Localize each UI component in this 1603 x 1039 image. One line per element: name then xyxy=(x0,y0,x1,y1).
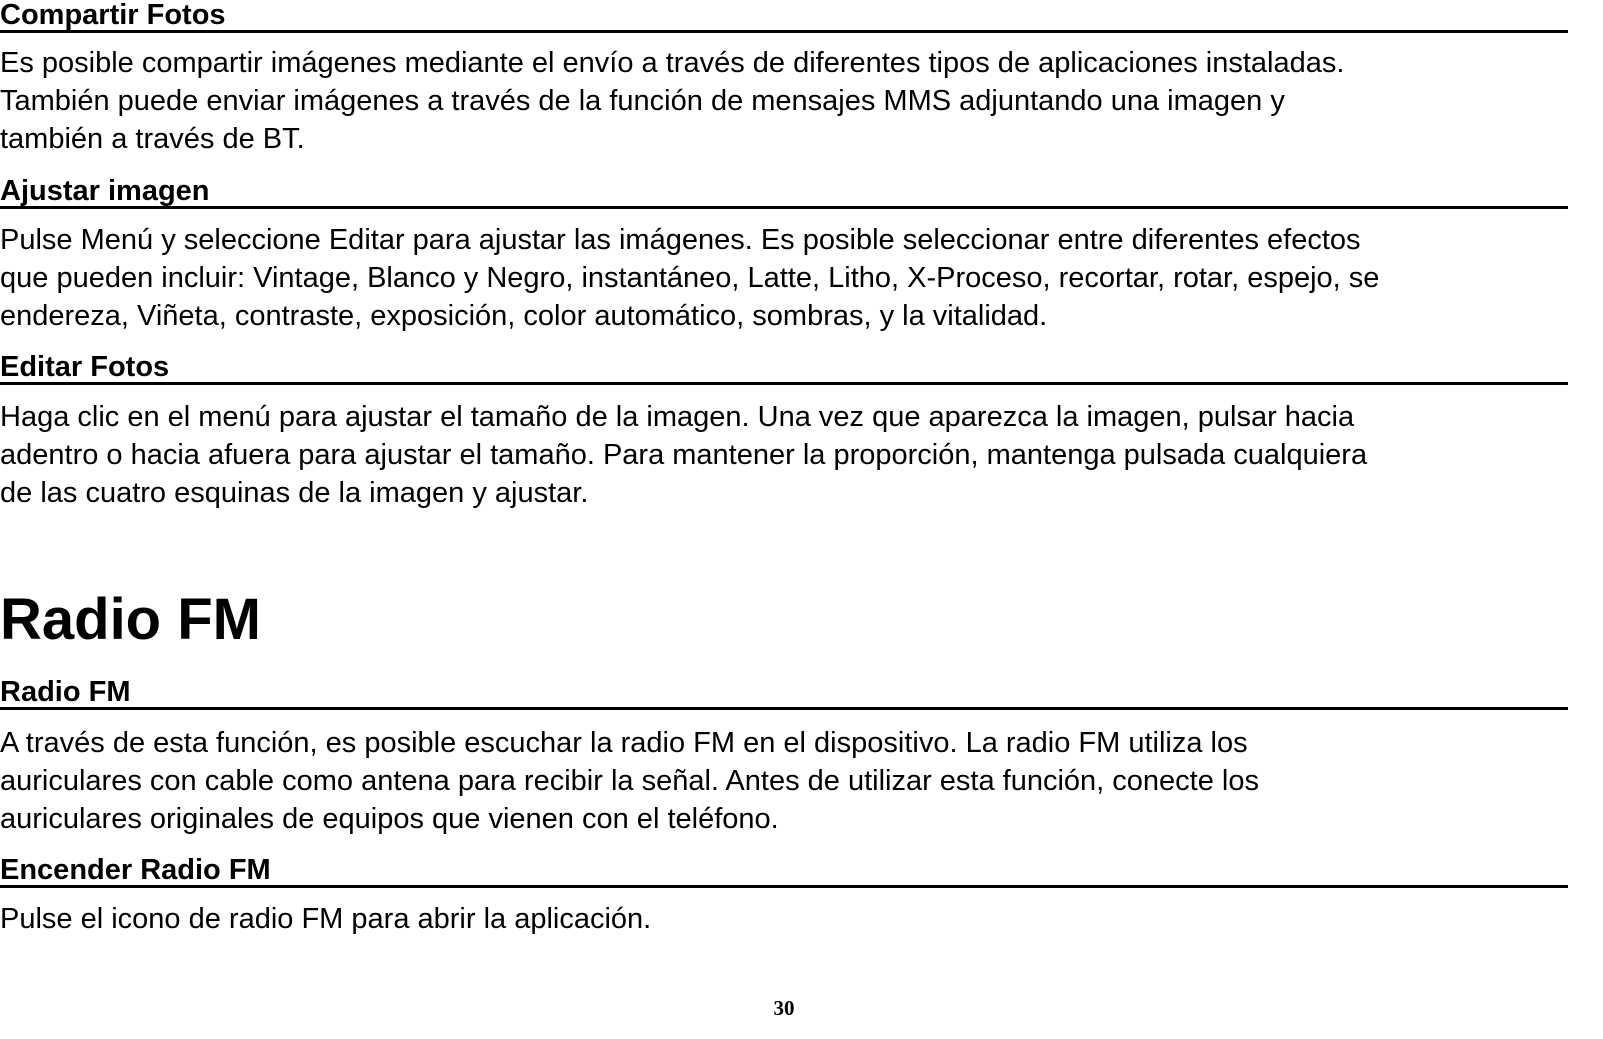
text-line: que pueden incluir: Vintage, Blanco y Negro, instantáneo, Latte, Litho, X-Proceso, recortar, rotar, espejo, se xyxy=(0,262,1380,294)
section-heading-encender-radio-fm: Encender Radio FM xyxy=(0,855,1568,888)
section-heading-ajustar-imagen: Ajustar imagen xyxy=(0,176,1568,209)
chapter-title-radio-fm: Radio FM xyxy=(0,587,261,652)
text-line: Haga clic en el menú para ajustar el tamaño de la imagen. Una vez que aparezca la imagen, pulsar hacia xyxy=(0,401,1355,433)
text-line: auriculares originales de equipos que vienen con el teléfono. xyxy=(0,803,779,835)
text-line: endereza, Viñeta, contraste, exposición, color automático, sombras, y la vitalidad. xyxy=(0,300,1048,332)
text-line: auriculares con cable como antena para recibir la señal. Antes de utilizar esta función, conecte los xyxy=(0,765,1259,797)
page-number: 30 xyxy=(773,996,795,1020)
section-heading-radio-fm: Radio FM xyxy=(0,677,1568,710)
paragraph-editar-fotos xyxy=(0,398,1568,512)
text-line: Es posible compartir imágenes mediante el envío a través de diferentes tipos de aplicaciones instaladas. xyxy=(0,47,1345,79)
paragraph-compartir-fotos xyxy=(0,44,1568,158)
text-line: adentro o hacia afuera para ajustar el tamaño. Para mantener la proporción, mantenga pulsada cualquiera xyxy=(0,439,1368,471)
text-line: Pulse Menú y seleccione Editar para ajustar las imágenes. Es posible seleccionar entre diferentes efectos xyxy=(0,224,1361,256)
paragraph-encender-radio-fm xyxy=(0,900,1568,938)
text-line: Pulse el icono de radio FM para abrir la aplicación. xyxy=(0,903,652,935)
paragraph-ajustar-imagen xyxy=(0,221,1568,335)
text-line: También puede enviar imágenes a través de la función de mensajes MMS adjuntando una imagen y xyxy=(0,85,1285,117)
text-line: también a través de BT. xyxy=(0,123,305,155)
text-line: A través de esta función, es posible escuchar la radio FM en el dispositivo. La radio FM utiliza los xyxy=(0,727,1248,759)
paragraph-radio-fm xyxy=(0,724,1568,838)
text-line: de las cuatro esquinas de la imagen y ajustar. xyxy=(0,477,589,509)
section-heading-editar-fotos: Editar Fotos xyxy=(0,352,1568,385)
section-heading-compartir-fotos: Compartir Fotos xyxy=(0,0,1568,33)
